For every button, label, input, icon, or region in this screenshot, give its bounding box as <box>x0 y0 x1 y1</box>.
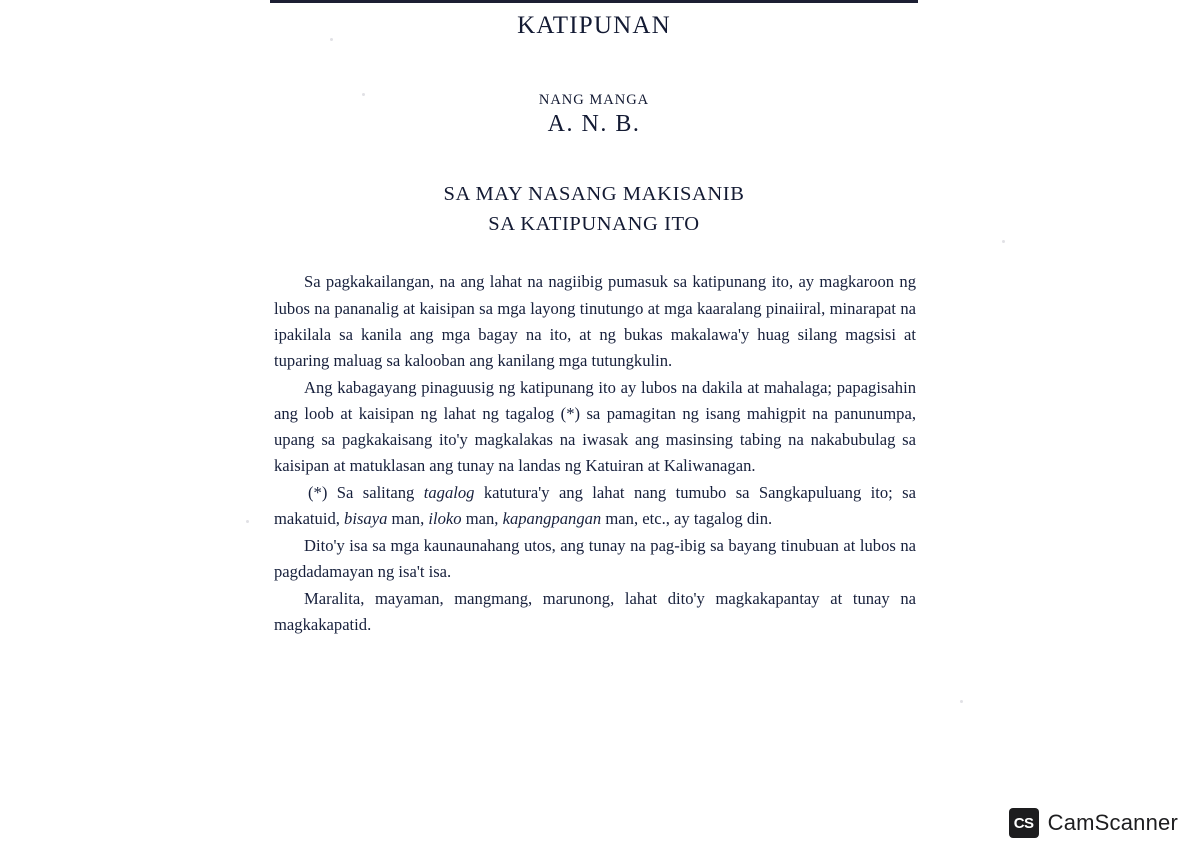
footnote-paragraph <box>274 480 916 532</box>
paragraph: Ang kabagayang pinaguusig ng katipunang ito ay lubos na dakila at mahalaga; papagisahin ang loob at kaisipan ng lahat ng tagalog (*) sa pamagitan ng isang mahigpit na panunumpa, upang sa pagkakaisang ito'y magkalakas na iwasak ang masinsing tabing na nakabubulag sa kaisipan at matuklasan ang tunay na landas ng Katuiran at Kaliwanagan. <box>274 377 916 476</box>
body-text-block <box>270 269 918 638</box>
footnote-mid-1: katutura'y ang lahat nang tumubo sa Sangkapuluang ito; sa makatuid, <box>274 483 916 529</box>
footnote-suffix: man, etc., ay tagalog din. <box>601 509 773 529</box>
camscanner-label: CamScanner <box>1047 810 1178 835</box>
scan-speck <box>960 700 963 703</box>
paragraph: Sa pagkakailangan, na ang lahat na nagiibig pumasuk sa katipunang ito, ay magkaroon ng lubos na pananalig at kaisipan sa mga layong tinutungo at mga kaaralang pinaiiral, minarapat na ipakilala sa kanila ang mga bagay na ito, at ng bukas makalawa'y huag silang magsisi at tuparing maluag sa kalooban ang kanilang mga tutungkulin. <box>274 272 916 371</box>
footnote-mid-3: man, <box>461 509 503 529</box>
section-heading <box>270 180 918 239</box>
footnote-prefix: (*) Sa salitang <box>308 483 424 503</box>
top-rule-divider <box>270 0 918 3</box>
document-body <box>270 0 918 639</box>
section-heading-line-1: SA MAY NASANG MAKISANIB <box>443 183 745 205</box>
paragraph: Maralita, mayaman, mangmang, marunong, lahat dito'y magkakapantay at tunay na magkakapatid. <box>274 588 916 635</box>
camscanner-watermark <box>1009 808 1178 838</box>
footnote-italic-tagalog: tagalog <box>423 483 475 503</box>
subtitle-nang-manga: NANG MANGA <box>538 92 650 108</box>
document-title: KATIPUNAN <box>517 12 671 39</box>
section-heading-line-2: SA KATIPUNANG ITO <box>488 212 700 235</box>
footnote-italic-iloko: iloko <box>428 509 462 529</box>
camscanner-logo-icon: CS <box>1009 808 1039 838</box>
scan-speck <box>246 520 249 523</box>
subtitle-abbreviation: A. N. B. <box>547 111 641 137</box>
footnote-mid-2: man, <box>387 509 429 529</box>
scan-speck <box>1002 240 1005 243</box>
footnote-italic-bisaya: bisaya <box>344 509 388 529</box>
paragraph: Dito'y isa sa mga kaunaunahang utos, ang tunay na pag-ibig sa bayang tinubuan at lubos na pagdadamayan ng isa't isa. <box>274 535 916 582</box>
footnote-italic-kapangpangan: kapangpangan <box>502 509 602 529</box>
